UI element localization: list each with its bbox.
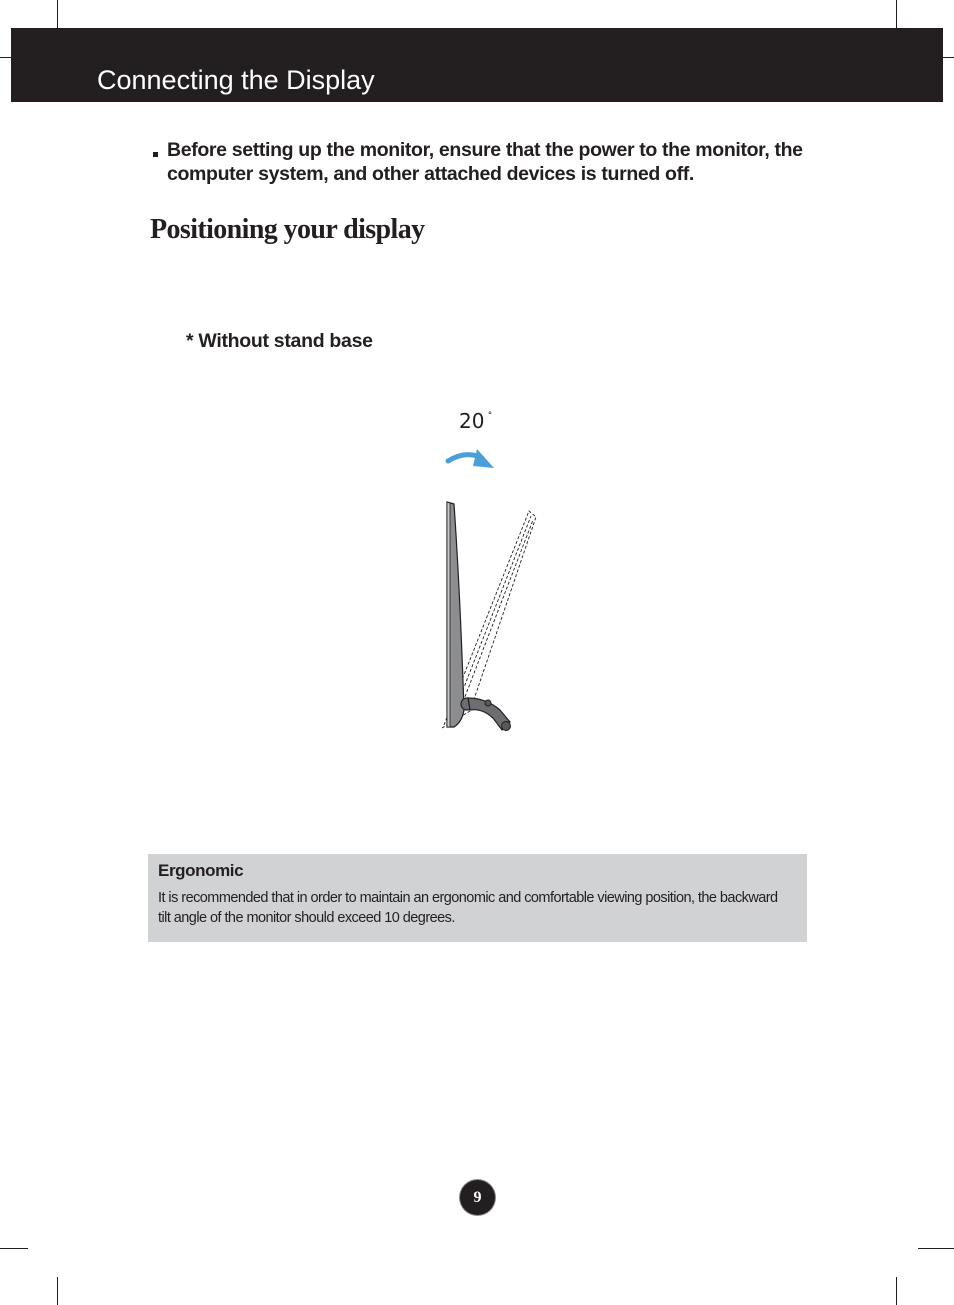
crop-mark: [57, 0, 58, 28]
crop-mark: [0, 57, 11, 58]
section-title: Positioning your display: [150, 214, 425, 245]
notice-text: Before setting up the monitor, ensure that the power to the monitor, the computer system, and other attached devices is turned off.: [167, 139, 803, 185]
subsection-heading: * Without stand base: [186, 330, 373, 352]
page-number: 9: [460, 1180, 495, 1215]
crop-mark: [896, 0, 897, 28]
degree-symbol: ˚: [487, 412, 493, 423]
header-bar: [11, 28, 943, 102]
crop-mark: [943, 57, 954, 58]
page-title: Connecting the Display: [97, 65, 375, 95]
monitor-side-view: [447, 502, 511, 731]
crop-mark: [918, 1248, 954, 1249]
crop-mark: [0, 1248, 28, 1249]
ergonomic-title: Ergonomic: [158, 861, 244, 880]
crop-mark: [896, 1277, 897, 1305]
curved-arrow-icon: [448, 449, 494, 468]
tilt-angle-value: 20: [459, 409, 485, 433]
monitor-tilt-illustration: [430, 440, 560, 740]
bullet-icon: [153, 152, 158, 157]
tilt-angle-label: [459, 409, 493, 438]
crop-mark: [57, 1277, 58, 1305]
ergonomic-note: [148, 854, 807, 942]
ergonomic-text: It is recommended that in order to maintain an ergonomic and comfortable viewing position, the backward tilt angle of the monitor should exceed 10 degrees.: [158, 890, 778, 926]
